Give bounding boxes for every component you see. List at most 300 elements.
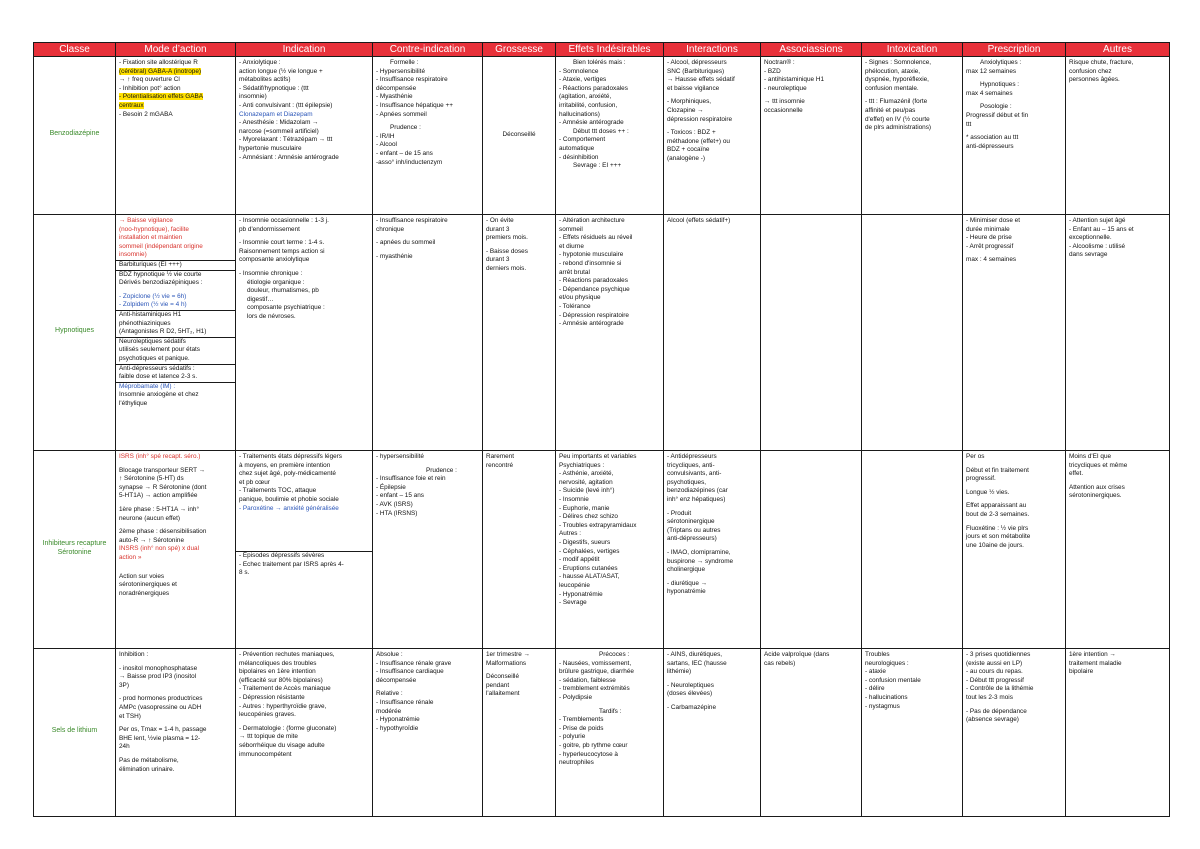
- mode-action-cell: [116, 451, 236, 649]
- cell-line: confusion chez: [1069, 67, 1112, 75]
- col-header-prescription: Prescription: [963, 43, 1066, 57]
- autres-cell: [1066, 649, 1170, 817]
- cell-line: Début ttt doses ++ :: [573, 127, 629, 135]
- cell-line: - ataxie: [865, 668, 886, 676]
- autres-cell: [1066, 57, 1170, 215]
- cell-line: - Asthénie, anxiété,: [559, 470, 614, 478]
- cell-line: (Triptans ou autres: [667, 526, 721, 534]
- highlighted-text: centraux: [119, 101, 144, 109]
- cell-line: narcose (=sommeil artificiel): [239, 127, 319, 135]
- cell-line: - Apnées sommeil: [376, 110, 427, 118]
- drug-name: Clonazepam et Diazepam: [239, 110, 313, 118]
- cell-line: Absolue :: [376, 651, 403, 658]
- cell-line: Déconseillé: [502, 131, 536, 139]
- cell-line: décompensée: [376, 84, 417, 92]
- intoxication-cell: [862, 57, 963, 215]
- cell-line: leucopénies graves.: [239, 711, 296, 719]
- cell-line: - Myasthénie: [376, 93, 413, 101]
- cell-line: - Alcoolisme : utilisé: [1069, 242, 1126, 250]
- cell-line: - Tremblements: [559, 716, 604, 724]
- cell-line: 8 s.: [239, 569, 250, 577]
- cell-line: et baisse vigilance: [667, 84, 720, 92]
- cell-line: (agitation, anxiété,: [559, 93, 612, 101]
- cell-line: - inositol monophosphatase: [119, 664, 198, 672]
- interactions-cell: [664, 57, 761, 215]
- cell-line: inh° enz hépatiques): [667, 495, 726, 503]
- cell-line: brûlure gastrique, diarrhée: [559, 668, 634, 676]
- cell-line: - On évite: [486, 217, 514, 224]
- cell-line: - Ataxie, vertiges: [559, 76, 607, 84]
- cell-line: - Céphalées, vertiges: [559, 547, 620, 555]
- cell-line: - Inhibition pot° action: [119, 84, 181, 92]
- cell-line: hypertonie musculaire: [239, 144, 302, 152]
- associations-cell: [761, 451, 862, 649]
- cell-line: - hypersensibilité: [376, 453, 424, 460]
- cell-line: - Heure de prise: [966, 234, 1012, 242]
- prescription-cell: [963, 215, 1066, 451]
- cell-line: - Polydipsie: [559, 693, 593, 701]
- cell-line: tout les 2-3 mois: [966, 693, 1013, 701]
- contre-indication-cell: [373, 57, 483, 215]
- cell-line: ttt: [966, 120, 972, 128]
- cell-line: buspirone → syndrome: [667, 557, 734, 565]
- cell-line: Autres :: [559, 530, 582, 538]
- cell-line: dans sevrage: [1069, 251, 1108, 259]
- cell-line: - Épilepsie: [376, 483, 406, 491]
- pharmacology-summary-sheet: [33, 42, 1169, 817]
- prescription-cell: [963, 649, 1066, 817]
- cell-line: rencontré: [486, 461, 513, 469]
- cell-line: chez sujet âgé, poly-médicamenté: [239, 470, 336, 478]
- cell-line: - Traitement de Accès maniaque: [239, 685, 331, 693]
- col-header-autres: Autres: [1066, 43, 1170, 57]
- cell-line: synapse → R Sérotonine (dont: [119, 483, 207, 491]
- cell-line: - désinhibition: [559, 153, 599, 161]
- cell-line: - Effets résiduels au réveil: [559, 234, 633, 242]
- cell-line: confusion mentale.: [865, 84, 919, 92]
- cell-line: - Nausées, vomissement,: [559, 659, 632, 667]
- cell-line: progressif.: [966, 475, 996, 483]
- cell-line: - Carbamazépine: [667, 703, 717, 711]
- class-cell: Hypnotiques: [34, 215, 116, 451]
- cell-line: Psychiatriques :: [559, 461, 605, 469]
- prescription-cell: [963, 451, 1066, 649]
- cell-line: anti-dépresseurs): [667, 535, 717, 543]
- cell-line: mélancoliques des troubles: [239, 659, 317, 667]
- cell-line: INSRS (inh° non spé) x dual: [119, 545, 199, 553]
- cell-line: (analogène -): [667, 154, 706, 162]
- cell-line: 1ère intention →: [1069, 651, 1116, 658]
- highlighted-text: (cérébral) GABA-A (inotrope): [119, 67, 202, 75]
- cell-line: utilisés seulement pour états: [119, 346, 200, 354]
- cell-line: - Amnésie antérograde: [559, 119, 624, 127]
- cell-line: - Alcool, dépresseurs: [667, 59, 727, 66]
- cell-line: dépression respiratoire: [667, 115, 733, 123]
- cell-line: bipolaires en 1ère intention: [239, 668, 316, 676]
- class-cell: Benzodiazépine: [34, 57, 116, 215]
- grossesse-cell: [483, 57, 556, 215]
- cell-line: psychotiques,: [667, 478, 707, 486]
- cell-line: - Toxicos : BDZ +: [667, 129, 716, 137]
- cell-line: élimination urinaire.: [119, 765, 175, 773]
- cell-line: d'effet) en IV (½ courte: [865, 115, 930, 123]
- cell-line: Rarement: [486, 453, 515, 460]
- cell-line: - Anxiolytique :: [239, 59, 281, 66]
- cell-line: → ↑ freq ouverture Cl: [119, 76, 180, 84]
- cell-line: Relative :: [376, 690, 403, 698]
- cell-line: et TSH): [119, 712, 141, 720]
- cell-line: - hyperleucocytose à: [559, 750, 618, 758]
- cell-line: Anti-histaminiques H1: [119, 310, 182, 318]
- cell-line: Per os: [966, 453, 985, 460]
- cell-line: sommeil: [559, 225, 583, 233]
- grossesse-cell: [483, 215, 556, 451]
- cell-line: Tardifs :: [599, 707, 622, 715]
- cell-line: 1er trimestre →: [486, 651, 531, 658]
- cell-line: -asso° inh/inductenzym: [376, 158, 443, 166]
- cell-line: exceptionnelle.: [1069, 234, 1112, 242]
- cell-line: - Sédatif/hypnotique : (ttt: [239, 84, 309, 92]
- cell-line: Blocage transporteur SERT →: [119, 466, 206, 474]
- cell-line: neurologiques :: [865, 659, 909, 667]
- cell-line: cas rebels): [764, 659, 796, 667]
- cell-line: - Eruptions cutanées: [559, 564, 618, 572]
- cell-line: Acide valproïque (dans: [764, 651, 830, 658]
- cell-line: douleur, rhumatismes, pb: [247, 287, 319, 295]
- cell-line: - Début ttt progressif: [966, 676, 1024, 684]
- contre-indication-cell: [373, 451, 483, 649]
- table-row: [34, 451, 1170, 649]
- drug-name: - Paroxétine → anxiété généralisée: [239, 504, 339, 512]
- cell-line: - Pas de dépendance: [966, 707, 1027, 715]
- cell-line: - Insomnie court terme : 1-4 s.: [239, 239, 325, 247]
- cell-line: - Insuffisance rénale grave: [376, 659, 452, 667]
- cell-line: - Minimiser dose et: [966, 217, 1020, 224]
- cell-line: Clozapine →: [667, 106, 704, 114]
- cell-line: Fluoxétine : ½ vie plrs: [966, 524, 1029, 532]
- cell-line: → ttt insomnie: [764, 98, 805, 106]
- drug-name: - Zolpidem (½ vie = 4 h): [119, 301, 187, 309]
- cell-line: Action sur voies: [119, 572, 165, 580]
- barbituriques-box: [116, 260, 235, 270]
- cell-line: [119, 93, 232, 102]
- cell-line: immunocompétent: [239, 750, 292, 758]
- table-row: [34, 57, 1170, 215]
- cell-line: pb d'endormissement: [239, 225, 300, 233]
- antihistaminiques-box: [116, 310, 235, 337]
- cell-line: affinité et peu/pas: [865, 106, 916, 114]
- cell-line: - Produit: [667, 509, 692, 517]
- cell-line: sartans, IEC (hausse: [667, 659, 727, 667]
- cell-line: - Troubles extrapyramidaux: [559, 521, 637, 529]
- cell-line: leucopénie: [559, 581, 590, 589]
- cell-line: neurone (aucun effet): [119, 514, 180, 522]
- cell-line: une 10aine de jours.: [966, 541, 1024, 549]
- cell-line: auto-R → ↑ Sérotonine: [119, 536, 185, 544]
- cell-line: - Hypersensibilité: [376, 67, 426, 75]
- cell-line: Anxiolytiques :: [980, 59, 1022, 66]
- cell-line: max 4 semaines: [966, 89, 1013, 97]
- cell-line: chronique: [376, 225, 405, 233]
- associations-cell: [761, 649, 862, 817]
- cell-line: (noo-hypnotique), facilite: [119, 225, 189, 233]
- cell-line: - hallucinations: [865, 693, 908, 701]
- cell-line: - Insuffisance cardiaque: [376, 668, 444, 676]
- cell-line: - Insuffisance foie et rein: [376, 475, 446, 483]
- cell-line: - antihistaminique H1: [764, 76, 825, 84]
- cell-line: - IMAO, clomipramine,: [667, 548, 731, 556]
- cell-line: SNC (Barbituriques): [667, 67, 725, 75]
- cell-line: - modif appétit: [559, 556, 600, 564]
- cell-line: - Arrêt progressif: [966, 242, 1014, 250]
- cell-line: insomnie): [119, 251, 147, 259]
- cell-line: nervosité, agitation: [559, 478, 613, 486]
- cell-line: - Prise de poids: [559, 724, 604, 732]
- cell-line: - goitre, pb rythme cœur: [559, 741, 628, 749]
- cell-line: - Signes : Somnolence,: [865, 59, 932, 66]
- cell-line: méthadone (effet+) ou: [667, 137, 730, 145]
- cell-line: - Contrôle de la lithémie: [966, 685, 1034, 693]
- neuroleptiques-box: [116, 337, 235, 364]
- cell-line: - AVK (ISRS): [376, 500, 413, 508]
- intoxication-cell: [862, 451, 963, 649]
- cell-line: → Hausse effets sédatif: [667, 76, 735, 84]
- cell-line: - Fixation site allostérique R: [119, 59, 198, 66]
- cell-line: 24h: [119, 743, 130, 751]
- cell-line: - rebond d'insomnie si: [559, 259, 622, 267]
- cell-line: Pas de métabolisme,: [119, 756, 179, 764]
- cell-line: durée minimale: [966, 225, 1010, 233]
- cell-line: traitement maladie: [1069, 659, 1122, 667]
- cell-line: lithémie): [667, 668, 692, 676]
- cell-line: - BZD: [764, 67, 781, 75]
- cell-line: - délire: [865, 685, 885, 693]
- effets-cell: [556, 451, 664, 649]
- cell-line: Moins d'EI que: [1069, 453, 1112, 460]
- cell-line: - hypotonie musculaire: [559, 251, 624, 259]
- cell-line: bipolaire: [1069, 668, 1094, 676]
- cell-line: - diurétique →: [667, 579, 708, 587]
- indication-cell: [236, 57, 373, 215]
- cell-line: Per os, Tmax = 1-4 h, passage: [119, 726, 207, 734]
- cell-line: à moyens, en première intention: [239, 461, 331, 469]
- antidepresseurs-box: [116, 364, 235, 382]
- cell-line: - Insomnie: [559, 495, 589, 503]
- cell-line: - neuroleptique: [764, 84, 807, 92]
- cell-line: - Comportement: [559, 136, 606, 144]
- col-header-indication: Indication: [236, 43, 373, 57]
- cell-line: - Amnésie antérograde: [559, 320, 624, 328]
- cell-line: l'allaitement: [486, 690, 520, 698]
- cell-line: Effet apparaissant au: [966, 502, 1027, 510]
- cell-line: - nystagmus: [865, 702, 900, 710]
- cell-line: occasionnelle: [764, 106, 803, 114]
- effets-cell: [556, 215, 664, 451]
- cell-line: pendant: [486, 681, 510, 689]
- cell-line: premiers mois.: [486, 234, 528, 242]
- cell-line: décompensée: [376, 676, 417, 684]
- cell-line: max 12 semaines: [966, 67, 1017, 75]
- cell-line: 5-HT1A) → action amplifiée: [119, 492, 198, 500]
- cell-line: - Traitements TOC, attaque: [239, 487, 317, 495]
- cell-line: * association au ttt: [966, 134, 1019, 142]
- cell-line: - Amnésiant : Amnésie antérograde: [239, 153, 339, 161]
- cell-line: Début et fin traitement: [966, 466, 1029, 474]
- cell-line: - Somnolence: [559, 67, 599, 75]
- cell-line: - Réactions paradoxales: [559, 84, 628, 92]
- cell-line: hyponatrémie: [667, 588, 706, 596]
- cell-line: tricycliques, anti-: [667, 461, 715, 469]
- cell-line: et pb cœur: [239, 478, 270, 486]
- cell-line: - hypothyroïdie: [376, 724, 419, 732]
- cell-line: (Antagonistes R D2, 5HT₂, H1): [119, 328, 207, 336]
- cell-line: - Dépression respiratoire: [559, 311, 629, 319]
- intoxication-cell: [862, 649, 963, 817]
- cell-line: action »: [119, 553, 142, 561]
- autres-cell: [1066, 451, 1170, 649]
- drug-class-table: [33, 42, 1170, 817]
- cell-line: Barbituriques (EI +++): [119, 260, 182, 268]
- cell-line: composante psychiatrique :: [247, 304, 325, 312]
- col-header-classe: Classe: [34, 43, 116, 57]
- cell-line: (efficacité sur 80% bipolaires): [239, 676, 323, 684]
- header-row: [34, 43, 1170, 57]
- class-cell: Inhibiteurs recapture Sérotonine: [34, 451, 116, 649]
- interactions-cell: [664, 649, 761, 817]
- cell-line: noradrénergiques: [119, 589, 170, 597]
- cell-line: BHE lent, ½vie plasma = 12-: [119, 734, 201, 742]
- cell-line: anti-dépresseurs: [966, 142, 1014, 150]
- cell-line: Neuroleptiques sédatifs: [119, 337, 186, 345]
- cell-line: sérotoninergique: [667, 518, 715, 526]
- cell-line: - Tolérance: [559, 302, 591, 310]
- cell-line: dyspnée, hyporéflexie,: [865, 76, 929, 84]
- mode-action-cell: [116, 57, 236, 215]
- cell-line: Déconseillé: [486, 673, 520, 681]
- cell-line: Raisonnement temps action si: [239, 247, 325, 255]
- cell-line: ISRS (inh° spé recapt. séro.): [119, 453, 201, 460]
- cell-line: l'éthylique: [119, 399, 148, 407]
- cell-line: (absence sevrage): [966, 716, 1019, 724]
- cell-line: AMPc (vasopressine ou ADH: [119, 703, 202, 711]
- cell-line: → Baisse prod IP3 (inositol: [119, 673, 197, 681]
- cell-line: Anti-dépresseurs sédatifs :: [119, 364, 195, 372]
- cell-line: Troubles: [865, 651, 890, 658]
- cell-line: personnes âgées.: [1069, 76, 1120, 84]
- cell-line: lors de névroses.: [247, 312, 296, 320]
- cell-line: Bien tolérés mais :: [573, 59, 626, 66]
- cell-line: Dérivés benzodiazépiniques :: [119, 279, 203, 287]
- col-header-associassions: Associassions: [761, 43, 862, 57]
- cell-line: neutrophiles: [559, 759, 594, 767]
- col-header-effets-indesirables: Effets Indésirables: [556, 43, 664, 57]
- cell-line: Posologie :: [980, 103, 1012, 111]
- drug-name: Méprobamate (IM) :: [119, 382, 176, 390]
- cell-line: - Baisse doses: [486, 247, 528, 255]
- meprobamate-box: [116, 382, 235, 409]
- cell-line: digestif…: [247, 295, 274, 303]
- cell-line: Insomnie anxiogène et chez: [119, 391, 199, 399]
- cell-line: - Épisodes dépressifs sévères: [239, 552, 325, 560]
- interactions-cell: [664, 451, 761, 649]
- cell-line: - Insuffisance rénale: [376, 698, 434, 706]
- cell-line: - Sevrage: [559, 599, 587, 607]
- table-row: [34, 215, 1170, 451]
- cell-line: psychotiques et panique.: [119, 354, 190, 362]
- cell-line: max : 4 semaines: [966, 256, 1017, 264]
- cell-line: - Réactions paradoxales: [559, 277, 628, 285]
- cell-line: derniers mois.: [486, 264, 527, 272]
- highlighted-text: - Potentialisation effets GABA: [119, 93, 204, 101]
- cell-line: - Anesthésie : Midazolam →: [239, 119, 319, 127]
- cell-line: (existe aussi en LP): [966, 659, 1023, 667]
- cell-line: modérée: [376, 707, 402, 715]
- cell-line: Inhibition :: [119, 651, 149, 658]
- cell-line: Progressif début et fin: [966, 111, 1029, 119]
- intoxication-cell: [862, 215, 963, 451]
- cell-line: - polyurie: [559, 733, 586, 741]
- cell-line: - 3 prises quotidiennes: [966, 651, 1031, 658]
- cell-line: - Insomnie chronique :: [239, 269, 303, 277]
- cell-line: - Anti convulsivant : (ttt épilepsie): [239, 101, 333, 109]
- indication-cell: [236, 215, 373, 451]
- cell-line: - HTA (IRSNS): [376, 509, 418, 517]
- cell-line: - Hyponatrémie: [376, 716, 420, 724]
- cell-line: - Insuffisance respiratoire: [376, 76, 448, 84]
- cell-line: - au cours du repas.: [966, 668, 1023, 676]
- cell-line: panique, boulimie et phobie sociale: [239, 495, 339, 503]
- indication-cell: [236, 649, 373, 817]
- cell-line: → ttt topique de mite: [239, 733, 298, 741]
- cell-line: - Euphorie, manie: [559, 504, 610, 512]
- bdz-hypnotique-box: [116, 270, 235, 310]
- cell-line: étiologie organique :: [247, 278, 305, 286]
- cell-line: - Echec traitement par ISRS après 4-: [239, 560, 344, 568]
- effets-cell: [556, 649, 664, 817]
- cell-line: - ttt : Flumazénil (forte: [865, 98, 928, 106]
- autres-cell: [1066, 215, 1170, 451]
- cell-line: sérotoninergiques et: [119, 581, 177, 589]
- cell-line: BDZ + cocaïne: [667, 146, 710, 154]
- cell-line: - enfant – de 15 ans: [376, 149, 433, 157]
- cell-line: - Enfant au – 15 ans et: [1069, 225, 1134, 233]
- cell-line: - Antidépresseurs: [667, 453, 717, 460]
- mode-action-cell: [116, 215, 236, 451]
- cell-line: Sevrage : EI +++: [573, 162, 622, 170]
- cell-line: Peu importants et variables: [559, 453, 637, 460]
- cell-line: - Altération architecture: [559, 217, 625, 224]
- cell-line: phénothiaziniques: [119, 319, 171, 327]
- cell-line: et/ou physique: [559, 294, 601, 302]
- cell-line: - prod hormones productrices: [119, 695, 203, 703]
- cell-line: [119, 102, 232, 111]
- cell-line: - Insomnie occasionnelle : 1-3 j.: [239, 217, 329, 224]
- cell-line: cholinergique: [667, 566, 706, 574]
- cell-line: irritabilité, confusion,: [559, 101, 618, 109]
- cell-line: → Baisse vigilance: [119, 217, 173, 224]
- contre-indication-cell: [373, 649, 483, 817]
- cell-line: automatique: [559, 144, 595, 152]
- cell-line: de plrs administrations): [865, 124, 932, 132]
- cell-line: - Digestifs, sueurs: [559, 538, 611, 546]
- cell-line: - Alcool: [376, 141, 397, 149]
- cell-line: - confusion mentale: [865, 676, 921, 684]
- cell-line: Malformations: [486, 659, 527, 667]
- cell-line: arrêt brutal: [559, 268, 590, 276]
- effets-cell: [556, 57, 664, 215]
- cell-line: insomnie): [239, 93, 267, 101]
- cell-line: sommeil (indépendant origine: [119, 242, 203, 250]
